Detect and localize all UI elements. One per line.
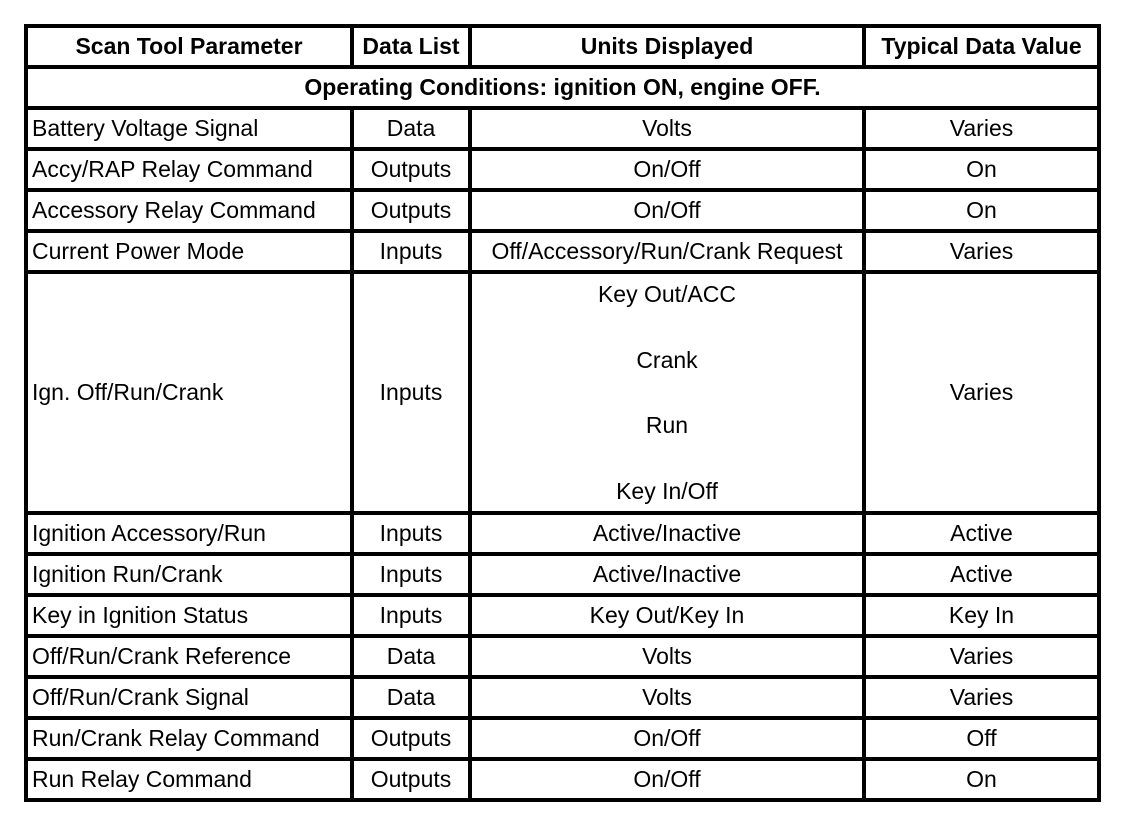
units-cell: On/Off xyxy=(472,192,866,233)
parameter-cell: Current Power Mode xyxy=(28,233,354,274)
data-list-cell: Data xyxy=(354,679,472,720)
table-row xyxy=(28,556,1101,597)
parameter-cell: Accy/RAP Relay Command xyxy=(28,151,354,192)
parameter-cell: Ign. Off/Run/Crank xyxy=(28,274,354,515)
table-row xyxy=(28,233,1101,274)
table-row-multiline xyxy=(28,274,1101,515)
typical-value-cell: Off xyxy=(866,720,1101,761)
data-list-cell: Outputs xyxy=(354,761,472,802)
data-list-cell: Data xyxy=(354,110,472,151)
parameter-cell: Key in Ignition Status xyxy=(28,597,354,638)
parameter-cell: Battery Voltage Signal xyxy=(28,110,354,151)
table-row xyxy=(28,761,1101,802)
data-list-cell: Data xyxy=(354,638,472,679)
units-option: Key In/Off xyxy=(616,477,718,504)
parameter-cell: Run Relay Command xyxy=(28,761,354,802)
header-data-list: Data List xyxy=(354,28,472,69)
parameter-cell: Off/Run/Crank Signal xyxy=(28,679,354,720)
table-row xyxy=(28,597,1101,638)
parameter-cell: Ignition Run/Crank xyxy=(28,556,354,597)
typical-value-cell: Active xyxy=(866,515,1101,556)
typical-value-cell: On xyxy=(866,761,1101,802)
parameter-cell: Accessory Relay Command xyxy=(28,192,354,233)
data-list-cell: Inputs xyxy=(354,597,472,638)
data-list-cell: Outputs xyxy=(354,192,472,233)
units-option: Crank xyxy=(636,346,698,373)
typical-value-cell: Varies xyxy=(866,679,1101,720)
table-row xyxy=(28,151,1101,192)
data-list-cell: Inputs xyxy=(354,515,472,556)
header-row xyxy=(28,28,1101,69)
parameter-cell: Ignition Accessory/Run xyxy=(28,515,354,556)
header-typical-data-value: Typical Data Value xyxy=(866,28,1101,69)
table-row xyxy=(28,638,1101,679)
parameter-cell: Off/Run/Crank Reference xyxy=(28,638,354,679)
operating-conditions-row xyxy=(28,69,1101,110)
typical-value-cell: Varies xyxy=(866,233,1101,274)
operating-conditions: Operating Conditions: ignition ON, engine OFF. xyxy=(28,69,1101,110)
data-list-cell: Inputs xyxy=(354,233,472,274)
typical-value-cell: Key In xyxy=(866,597,1101,638)
table-row xyxy=(28,679,1101,720)
table-row xyxy=(28,192,1101,233)
units-cell: On/Off xyxy=(472,720,866,761)
units-option: Run xyxy=(645,412,689,439)
typical-value-cell: Varies xyxy=(866,110,1101,151)
typical-value-cell: On xyxy=(866,151,1101,192)
units-cell: Off/Accessory/Run/Crank Request xyxy=(472,233,866,274)
table-row xyxy=(28,720,1101,761)
units-cell: Active/Inactive xyxy=(472,515,866,556)
units-cell: On/Off xyxy=(472,761,866,802)
units-cell: Active/Inactive xyxy=(472,556,866,597)
units-cell: Key Out/Key In xyxy=(472,597,866,638)
parameter-cell: Run/Crank Relay Command xyxy=(28,720,354,761)
data-list-cell: Inputs xyxy=(354,556,472,597)
typical-value-cell: On xyxy=(866,192,1101,233)
data-list-cell: Outputs xyxy=(354,720,472,761)
table-row xyxy=(28,110,1101,151)
typical-value-cell: Varies xyxy=(866,638,1101,679)
units-cell: Volts xyxy=(472,679,866,720)
header-scan-tool-parameter: Scan Tool Parameter xyxy=(28,28,354,69)
data-list-cell: Outputs xyxy=(354,151,472,192)
units-stack xyxy=(476,274,858,511)
typical-value-cell: Active xyxy=(866,556,1101,597)
table-row xyxy=(28,515,1101,556)
units-cell: On/Off xyxy=(472,151,866,192)
scan-tool-data-table xyxy=(24,24,1101,802)
units-cell-multiline xyxy=(472,274,866,515)
units-option: Key Out/ACC xyxy=(597,281,737,307)
units-cell: Volts xyxy=(472,110,866,151)
typical-value-cell: Varies xyxy=(866,274,1101,515)
header-units-displayed: Units Displayed xyxy=(472,28,866,69)
units-cell: Volts xyxy=(472,638,866,679)
data-list-cell: Inputs xyxy=(354,274,472,515)
